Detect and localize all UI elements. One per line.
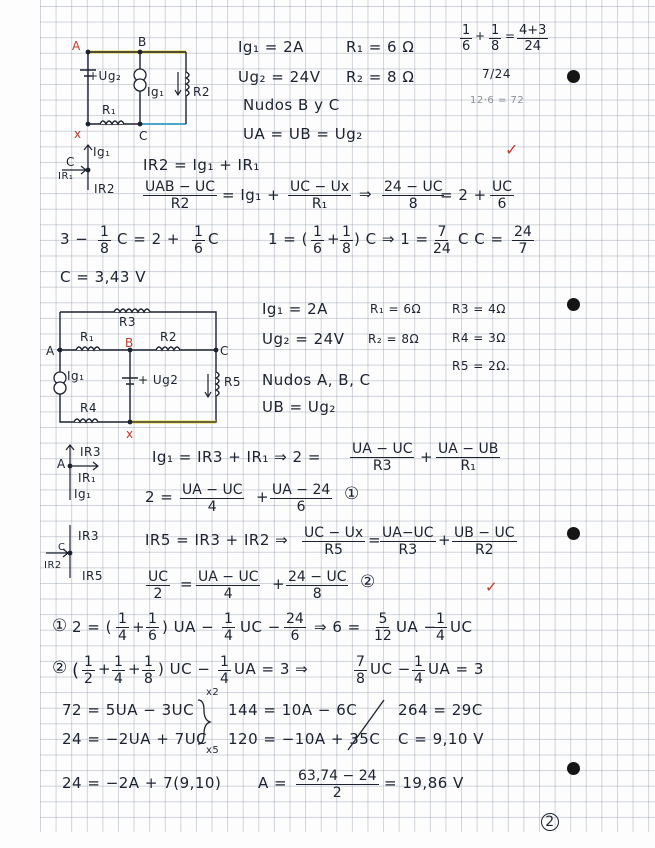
eq2-part-b: C = 2 +	[117, 230, 180, 248]
eq4-plus: +	[256, 488, 270, 506]
eq7-frac-5: $\frac{5}{12}$	[374, 611, 392, 644]
given2-ug2: Ug₂ = 24V	[262, 330, 345, 348]
scratch-fraction-2: $\frac{1}{8}$	[491, 23, 500, 54]
given-ug2: Ug₂ = 24V	[238, 68, 321, 86]
eq8-open: (	[72, 660, 80, 681]
eq1-arrow: ⇒	[359, 185, 373, 203]
voltage-relation-1: UA = UB = Ug₂	[243, 125, 363, 143]
given2-r4: R4 = 3Ω	[452, 331, 506, 345]
eq7-lhs: 2 = (	[72, 618, 112, 636]
nodes-label-2: Nudos A, B, C	[262, 371, 371, 389]
eq2-part-a: 3 −	[60, 230, 89, 248]
eq7-part-c: ) UA −	[162, 618, 215, 636]
eq8-frac-4: $\frac{1}{4}$	[220, 654, 229, 687]
circuit-2-r4: R4	[80, 401, 97, 415]
node-2-a: A	[57, 457, 66, 471]
eq5-frac-3: $\frac{UB - UC}{R2}$	[454, 525, 515, 558]
eq1-frac-2: $\frac{UC - Ux}{\text{R₁}}$	[290, 179, 350, 212]
sum-result: 264 = 29C	[398, 701, 483, 719]
eq2-frac-5: $\frac{7}{24}$	[433, 224, 451, 257]
eq7-frac-4: $\frac{24}{6}$	[286, 611, 304, 644]
node-1-ig1: Ig₁	[93, 145, 111, 159]
eq6-frac-2: $\frac{UA - UC}{4}$	[198, 569, 259, 602]
circuit-2-r3: R3	[119, 315, 136, 329]
given-r2: R₂ = 8 Ω	[346, 68, 415, 86]
eq7-frac-3: $\frac{1}{4}$	[224, 611, 233, 644]
given2-r2: R₂ = 8Ω	[368, 332, 420, 346]
circuit-1-node-a: A	[72, 39, 81, 53]
eq7-plus: +	[132, 618, 146, 636]
circuit-2-r2: R2	[160, 330, 177, 344]
eq3-plus: +	[420, 448, 434, 466]
node-3-ir3: IR3	[78, 529, 100, 543]
eq2-part-c: C	[208, 230, 219, 248]
result-va: = 19,86 V	[384, 774, 464, 792]
eq6-frac-3: $\frac{24 - UC}{8}$	[288, 569, 347, 602]
result-vc-2: C = 9,10 V	[398, 730, 485, 748]
given2-r1: R₁ = 6Ω	[370, 302, 422, 316]
eq8-part-e: UA = 3 ⇒	[234, 660, 309, 678]
eq2-part-f: ) C ⇒ 1 =	[354, 230, 429, 248]
eq7-part-g: UC	[450, 618, 473, 636]
eq3-frac-2: $\frac{UA - UB}{\text{R₁}}$	[438, 441, 499, 474]
kcl-node-c-1: IR2 = Ig₁ + IR₁	[143, 156, 260, 174]
eq7-part-d: UC −	[240, 618, 281, 636]
eq5-plus: +	[438, 531, 452, 549]
eq8-frac-2: $\frac{1}{4}$	[114, 654, 123, 687]
eq8-tag: ②	[52, 658, 68, 678]
given2-ig1: Ig₁ = 2A	[262, 300, 328, 318]
eq8-part-g: UA = 3	[428, 660, 484, 678]
circuit-1-r2: R2	[193, 85, 210, 99]
eq1-frac-3: $\frac{24 - UC}{8}$	[384, 179, 443, 212]
voltage-relation-2: UB = Ug₂	[262, 398, 336, 416]
circuit-1-source-ig1: Ig₁	[147, 85, 165, 99]
kcl-node-c-2: IR5 = IR3 + IR2 ⇒	[145, 531, 289, 549]
node-1-c: C	[66, 155, 75, 169]
node-3-ir5: IR5	[82, 569, 104, 583]
circuit-1-r1: R₁	[102, 103, 117, 117]
eq2-frac-2: $\frac{1}{6}$	[194, 224, 203, 257]
eq7-frac-6: $\frac{1}{4}$	[436, 611, 445, 644]
circuit-2-node-x: x	[126, 427, 134, 441]
scaled-eq-1: 144 = 10A − 6C	[228, 701, 358, 719]
nodes-label-1: Nudos B y C	[243, 96, 340, 114]
final-a-label: A =	[258, 774, 288, 792]
eq8-frac-6: $\frac{1}{4}$	[414, 654, 423, 687]
system-eq-2: 24 = −2UA + 7UC	[62, 730, 208, 748]
eq8-frac-1: $\frac{1}{2}$	[84, 654, 93, 687]
eq2-frac-1: $\frac{1}{8}$	[100, 224, 109, 257]
eq8-plus-1: +	[98, 660, 112, 678]
eq3-frac-1: $\frac{UA - UC}{R3}$	[352, 441, 413, 474]
multiplier-x2: x2	[206, 687, 220, 698]
eq1-frac-4: $\frac{UC}{6}$	[492, 179, 513, 212]
node-2-ir1: IR₁	[78, 471, 97, 485]
scratch-mult: 12·6 = 72	[470, 95, 525, 106]
eq7-frac-2: $\frac{1}{6}$	[148, 611, 157, 644]
circuit-1-source-ug2: +Ug₂	[88, 69, 122, 83]
eq8-part-f: UC −	[370, 660, 411, 678]
eq2-part-e: +	[327, 230, 341, 248]
node-1-ir1: IR₁	[58, 171, 74, 182]
given-r1: R₁ = 6 Ω	[346, 38, 415, 56]
scratch-fraction-1: $\frac{1}{6}$	[462, 23, 471, 54]
equation-tag-2: ②	[360, 572, 376, 592]
circuit-2-r1: R₁	[80, 330, 95, 344]
eq7-tag: ①	[52, 616, 68, 636]
eq7-frac-1: $\frac{1}{4}$	[118, 611, 127, 644]
node-2-ig1: Ig₁	[74, 487, 92, 501]
eq6-plus: +	[272, 575, 286, 593]
eq1-mid-1: = Ig₁ +	[222, 186, 281, 204]
given2-r3: R3 = 4Ω	[452, 302, 506, 316]
node-2-ir3: IR3	[80, 445, 102, 459]
circuit-2-node-a: A	[46, 344, 55, 358]
given2-r5: R5 = 2Ω.	[452, 359, 511, 373]
multiplier-x5: x5	[206, 745, 220, 756]
given-ig1: Ig₁ = 2A	[238, 38, 304, 56]
result-vc: C = 3,43 V	[60, 268, 147, 286]
eq5-equals: =	[368, 531, 382, 549]
eq1-frac-1: UAB − UC R2	[145, 179, 216, 212]
checkmark-1: ✓	[505, 140, 519, 159]
circuit-2-r5: R5	[224, 375, 241, 389]
kcl-node-a: Ig₁ = IR3 + IR₁ ⇒ 2 =	[152, 448, 321, 466]
eq5-frac-1: $\frac{UC - Ux}{R5}$	[304, 525, 364, 558]
node-3-c: C	[58, 542, 66, 553]
page-number: 2	[541, 813, 559, 831]
eq8-frac-3: $\frac{1}{8}$	[144, 654, 153, 687]
eq2-frac-3: $\frac{1}{6}$	[313, 224, 322, 257]
eq8-part-d: ) UC −	[158, 660, 211, 678]
scratch-plus: +	[475, 29, 486, 43]
eq6-equals: =	[180, 575, 194, 593]
circuit-1-node-x: x	[74, 127, 82, 141]
eq2-part-d: 1 = (	[268, 230, 308, 248]
eq8-plus-2: +	[128, 660, 142, 678]
eq7-part-f: UA −	[396, 618, 437, 636]
circuit-2-ig1: Ig₁	[67, 369, 85, 383]
eq2-frac-6: $\frac{24}{7}$	[514, 224, 532, 257]
circuit-2-node-b: B	[125, 336, 134, 350]
eq5-frac-2: $\frac{UA-UC}{R3}$	[382, 525, 434, 558]
circuit-2-node-c: C	[220, 344, 229, 358]
eq6-frac-1: $\frac{UC}{2}$	[148, 569, 169, 602]
eq7-part-e: ⇒ 6 =	[314, 618, 361, 636]
eq4-lhs: 2 =	[145, 488, 174, 506]
system-eq-1: 72 = 5UA − 3UC	[62, 701, 195, 719]
eq2-frac-4: $\frac{1}{8}$	[342, 224, 351, 257]
final-fraction: $\frac{63,74 - 24}{2}$	[298, 768, 377, 801]
scratch-seven-24: 7/24	[482, 67, 511, 81]
scaled-eq-2: 120 = −10A + 35C	[228, 730, 381, 748]
checkmark-2: ✓	[485, 578, 499, 596]
eq2-part-g: C C =	[458, 230, 504, 248]
final-substitution: 24 = −2A + 7(9,10)	[62, 774, 222, 792]
equation-tag-1: ①	[344, 484, 360, 504]
circuit-1-node-c: C	[139, 129, 148, 143]
node-1-ir2: IR2	[94, 182, 116, 196]
eq4-frac-2: $\frac{UA - 24}{6}$	[272, 482, 331, 515]
scratch-fraction-3: $\frac{4+3}{24}$	[519, 23, 547, 54]
eq1-mid-2: = 2 +	[440, 186, 487, 204]
scratch-equals: =	[505, 29, 516, 43]
circuit-1-node-b: B	[138, 35, 147, 49]
circuit-2-ug2: + Ug2	[138, 373, 179, 387]
eq4-frac-1: $\frac{UA - UC}{4}$	[182, 482, 243, 515]
eq8-frac-5: $\frac{7}{8}$	[356, 654, 365, 687]
node-3-ir2: IR2	[44, 560, 62, 571]
